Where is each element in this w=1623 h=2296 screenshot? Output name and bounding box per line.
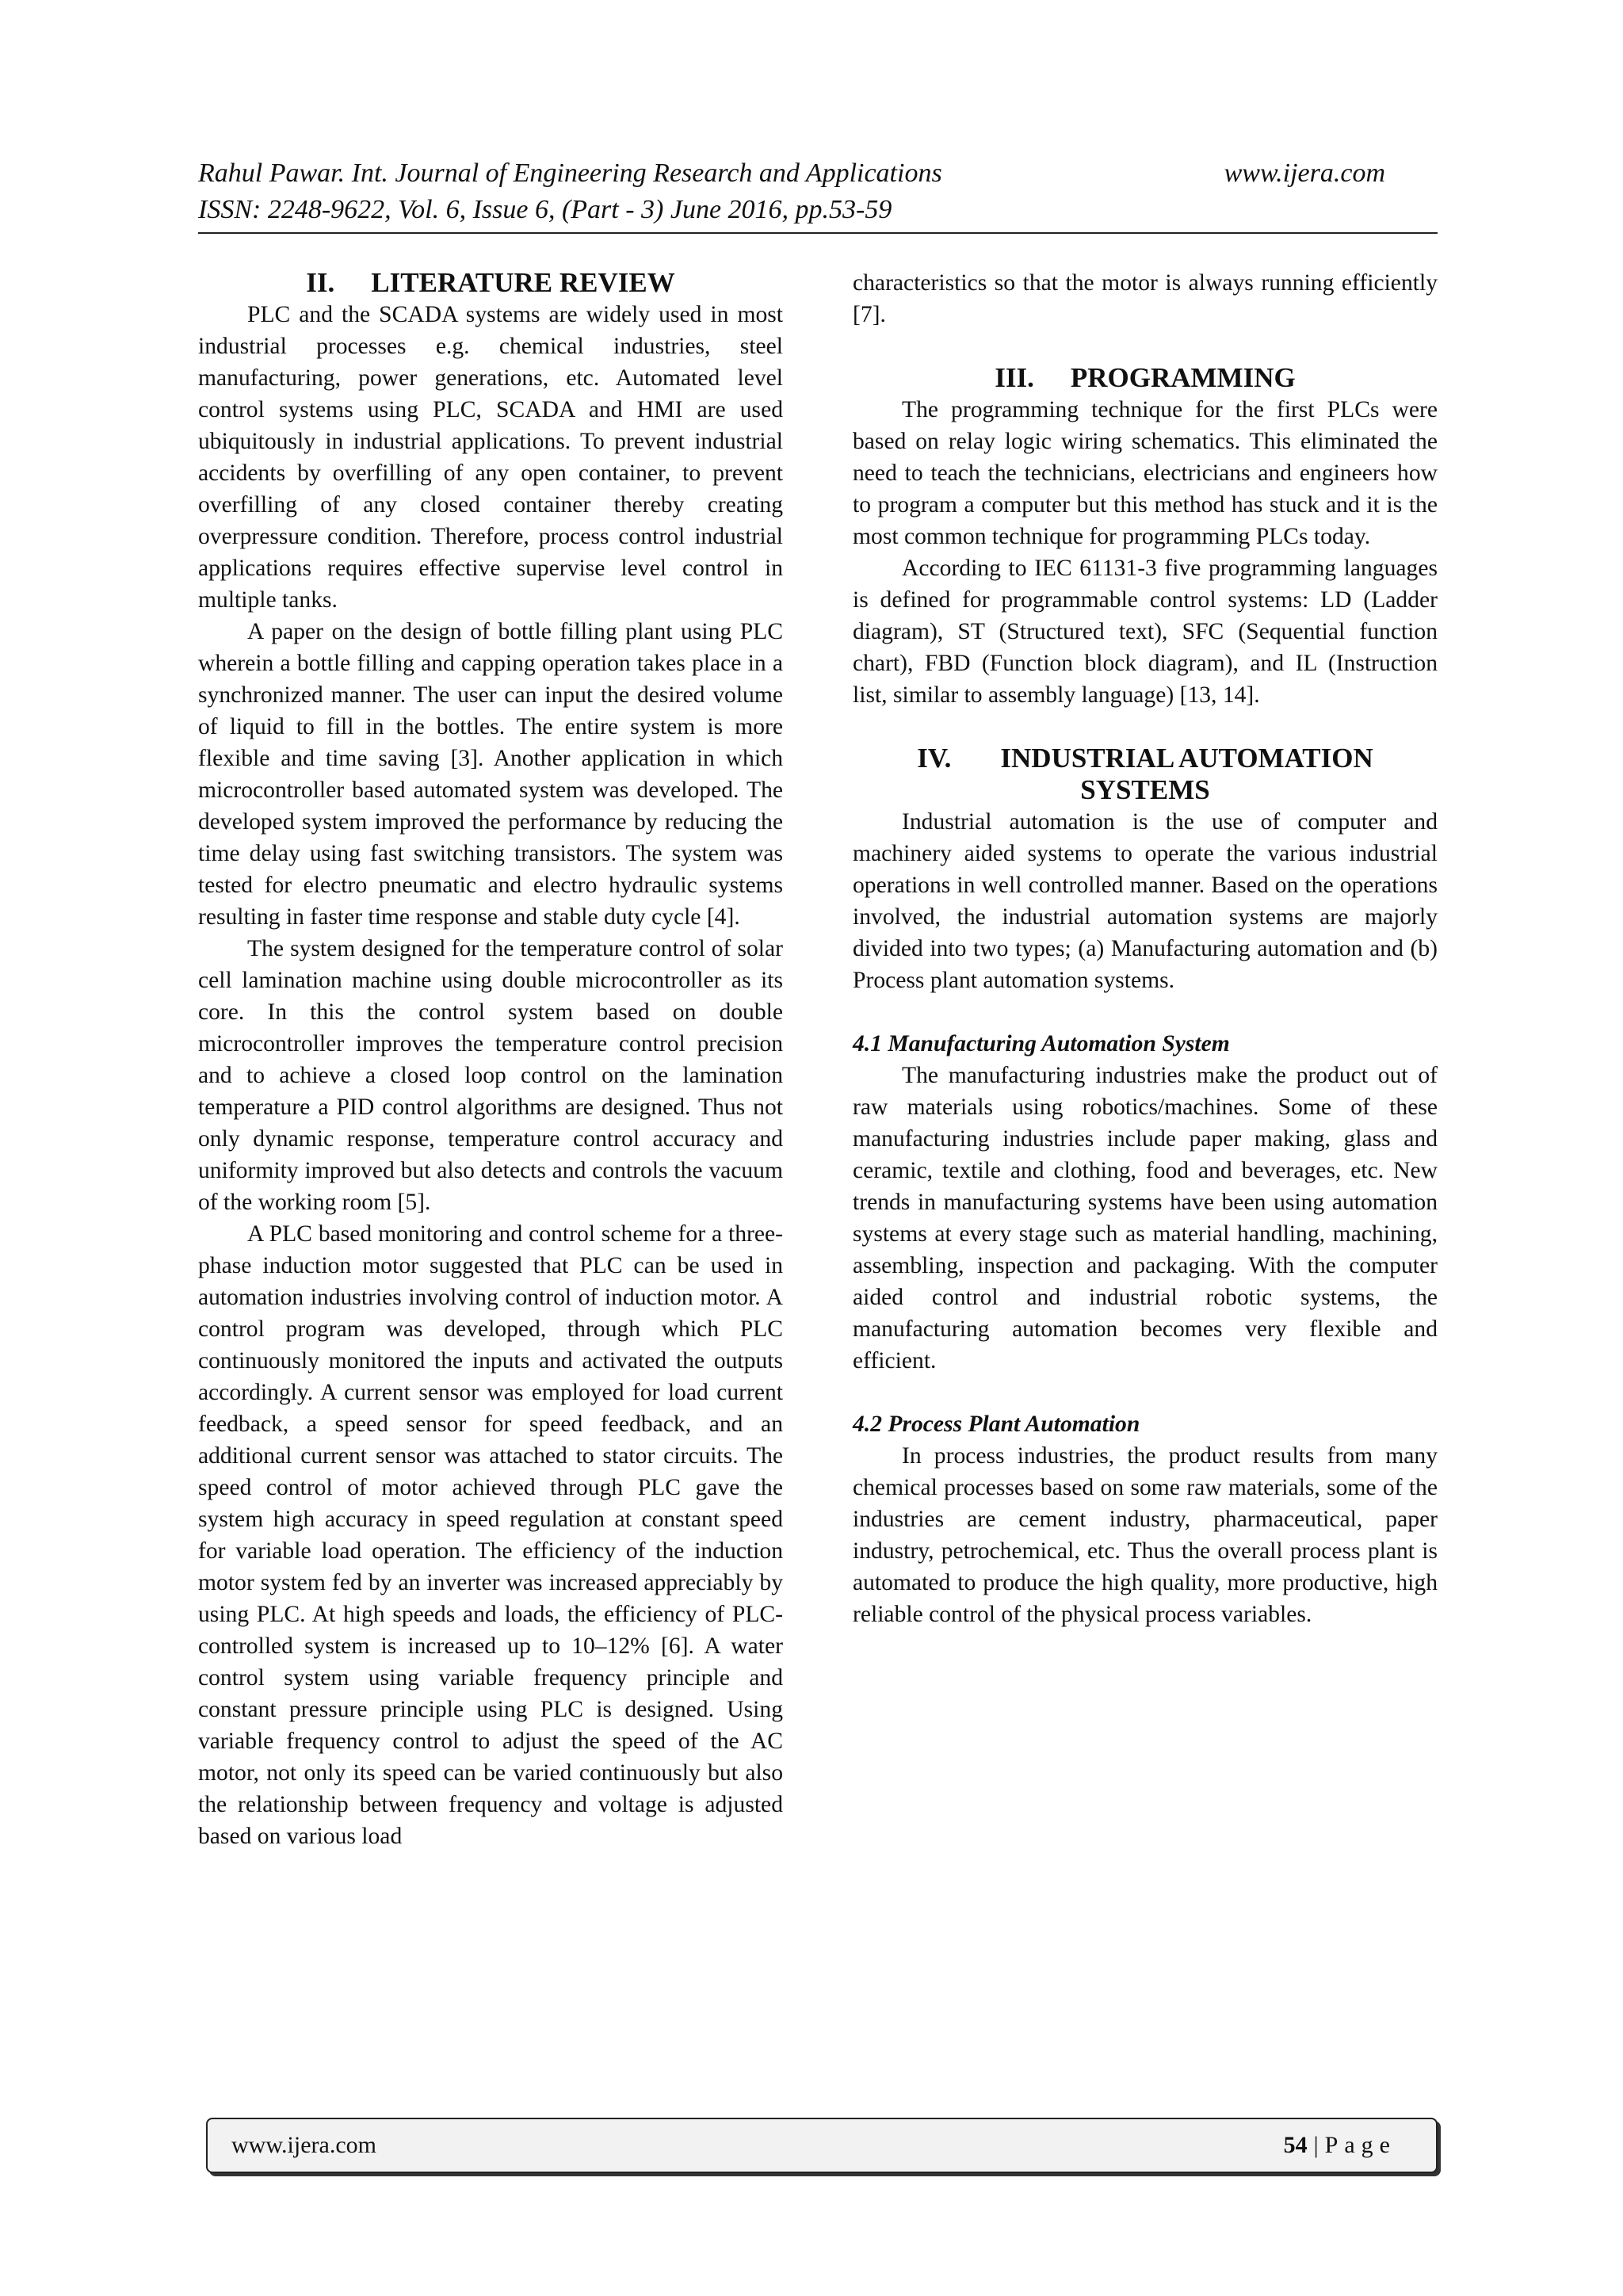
page-header: [198, 155, 1438, 228]
section-heading-programming: [853, 362, 1438, 394]
footer-website-link[interactable]: www.ijera.com: [231, 2132, 376, 2158]
header-issn-line: [198, 192, 1438, 228]
spacer: [853, 711, 1438, 743]
paragraph: A PLC based monitoring and control scheme for a three-phase induction motor suggested that PLC can be used in automation industries involving control of induction motor. A control program was developed, through which PLC continuously monitored the inputs and activated the outputs accordingly. A current sensor was employed for load current feedback, a speed sensor for speed feedback, and an additional current sensor was attached to stator circuits. The speed control of motor achieved through PLC gave the system high accuracy in speed regulation at constant speed for variable load operation. The efficiency of the induction motor system fed by an inverter was increased appreciably by using PLC. At high speeds and loads, the efficiency of PLC-controlled system is increased up to 10–12% [6]. A water control system using variable frequency principle and constant pressure principle using PLC is designed. Using variable frequency control to adjust the speed of the AC motor, not only its speed can be varied continuously but also the relationship between frequency and voltage is adjusted based on various load: [198, 1221, 783, 1849]
page-footer: [206, 2118, 1438, 2173]
spacer: [853, 1377, 1438, 1408]
journal-citation: Rahul Pawar. Int. Journal of Engineering Research and Applications: [198, 159, 942, 188]
spacer: [853, 330, 1438, 362]
paragraph: PLC and the SCADA systems are widely used in most industrial processes e.g. chemical industries, steel manufacturing, power generations, etc. Automated level control systems using PLC, SCADA and HMI are used ubiquitously in industrial applications. To prevent industrial accidents by overfilling of any open container, to prevent overfilling of any closed container thereby creating overpressure condition. Therefore, process control industrial applications requires effective supervise level control in multiple tanks.: [198, 302, 783, 613]
paragraph: The programming technique for the first PLCs were based on relay logic wiring schematics. This eliminated the need to teach the technicians, electricians and engineers how to program a computer but this method has stuck and it is the most common technique for programming PLCs today.: [853, 397, 1438, 549]
spacer: [853, 996, 1438, 1028]
section-heading-literature-review: [198, 267, 783, 299]
subsection-heading-process-plant: 4.2 Process Plant Automation: [853, 1412, 1140, 1437]
paragraph-continued: characteristics so that the motor is always running efficiently [7].: [853, 270, 1438, 327]
paragraph: In process industries, the product results from many chemical processes based on some raw materials, some of the industries are cement industry, pharmaceutical, paper industry, petrochemical, etc. Thus the overall process plant is automated to produce the high quality, more productive, high reliable control of the physical process variables.: [853, 1443, 1438, 1627]
paragraph: A paper on the design of bottle filling plant using PLC wherein a bottle filling and capping operation takes place in a synchronized manner. The user can input the desired volume of liquid to fill in the bottles. The entire system is more flexible and time saving [3]. Another application in which microcontroller based automated system was developed. The developed system improved the performance by reducing the time delay using fast switching transistors. The system was tested for electro pneumatic and electro hydraulic systems resulting in faster time response and stable duty cycle [4].: [198, 619, 783, 930]
section-number: IV.: [917, 743, 952, 774]
section-title: INDUSTRIAL AUTOMATION SYSTEMS: [1000, 743, 1373, 805]
issn-info: ISSN: 2248-9622, Vol. 6, Issue 6, (Part - 3) June 2016, pp.53-59: [198, 195, 892, 224]
subsection-heading-manufacturing: 4.1 Manufacturing Automation System: [853, 1031, 1230, 1056]
section-number: III.: [995, 362, 1034, 393]
section-heading-industrial-automation: [853, 743, 1438, 806]
page-separator: |: [1313, 2132, 1319, 2158]
section-number: II.: [306, 267, 335, 298]
paragraph: Industrial automation is the use of computer and machinery aided systems to operate the various industrial operations in well controlled manner. Based on the operations involved, the industrial automation systems are majorly divided into two types; (a) Manufacturing automation and (b) Process plant automation systems.: [853, 809, 1438, 993]
paragraph: The manufacturing industries make the product out of raw materials using robotics/machines. Some of these manufacturing industries include paper making, glass and ceramic, textile and clothing, food and beverages, etc. New trends in manufacturing systems have been using automation systems at every stage such as material handling, machining, assembling, inspection and packaging. With the computer aided control and industrial robotic systems, the manufacturing automation becomes very flexible and efficient.: [853, 1063, 1438, 1373]
header-journal-line: [198, 155, 1438, 192]
page-label: Page: [1324, 2132, 1396, 2158]
paragraph: The system designed for the temperature control of solar cell lamination machine using double microcontroller as its core. In this the control system based on double microcontroller improves the temperature control precision and to achieve a closed loop control on the lamination temperature a PID control algorithms are designed. Thus not only dynamic response, temperature control accuracy and uniformity improved but also detects and controls the vacuum of the working room [5].: [198, 936, 783, 1215]
right-column: [853, 267, 1438, 1630]
left-column: [198, 267, 783, 1852]
page-number: 54: [1283, 2132, 1308, 2158]
header-divider: [198, 232, 1438, 234]
section-title: PROGRAMMING: [1070, 362, 1296, 393]
section-title: LITERATURE REVIEW: [371, 267, 675, 298]
page-indicator: [1284, 2132, 1396, 2159]
header-website-link[interactable]: www.ijera.com: [1224, 159, 1385, 188]
paragraph: According to IEC 61131-3 five programming languages is defined for programmable control systems: LD (Ladder diagram), ST (Structured text), SFC (Sequential function chart), FBD (Function block diagram), and IL (Instruction list, similar to assembly language) [13, 14].: [853, 556, 1438, 708]
